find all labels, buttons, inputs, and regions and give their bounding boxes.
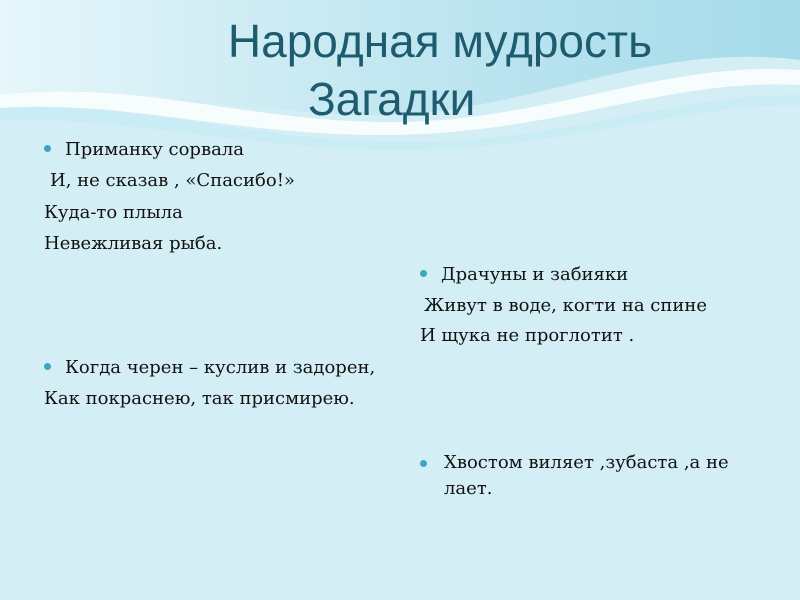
riddle1-line-1: Приманку сорвала	[44, 139, 244, 161]
riddle4-text: Хвостом виляет ,зубаста ,а не лает.	[444, 452, 729, 499]
riddle1-line-4: Невежливая рыба.	[44, 233, 223, 254]
riddle3-line-1: Когда черен – куслив и задорен,	[44, 357, 375, 379]
riddle2-line-2: Живут в воде, когти на спине	[424, 295, 707, 316]
bullet-icon	[420, 270, 427, 277]
title-line-1: Народная мудрость	[227, 15, 653, 67]
riddle1-line-2: И, не сказав , «Спасибо!»	[50, 170, 295, 191]
bullet-icon	[44, 145, 51, 152]
riddle3-line-2: Как покраснею, так присмирею.	[44, 388, 355, 409]
bullet-icon	[44, 363, 51, 370]
slide-title	[0, 12, 800, 128]
riddle4	[420, 450, 760, 502]
riddle2-line-1: Драчуны и забияки	[420, 264, 628, 286]
riddle2-line-3: И щука не проглотит .	[420, 325, 635, 346]
bullet-icon	[420, 460, 427, 467]
riddle1-line-3: Куда-то плыла	[44, 202, 183, 223]
title-line-2: Загадки	[308, 73, 476, 125]
